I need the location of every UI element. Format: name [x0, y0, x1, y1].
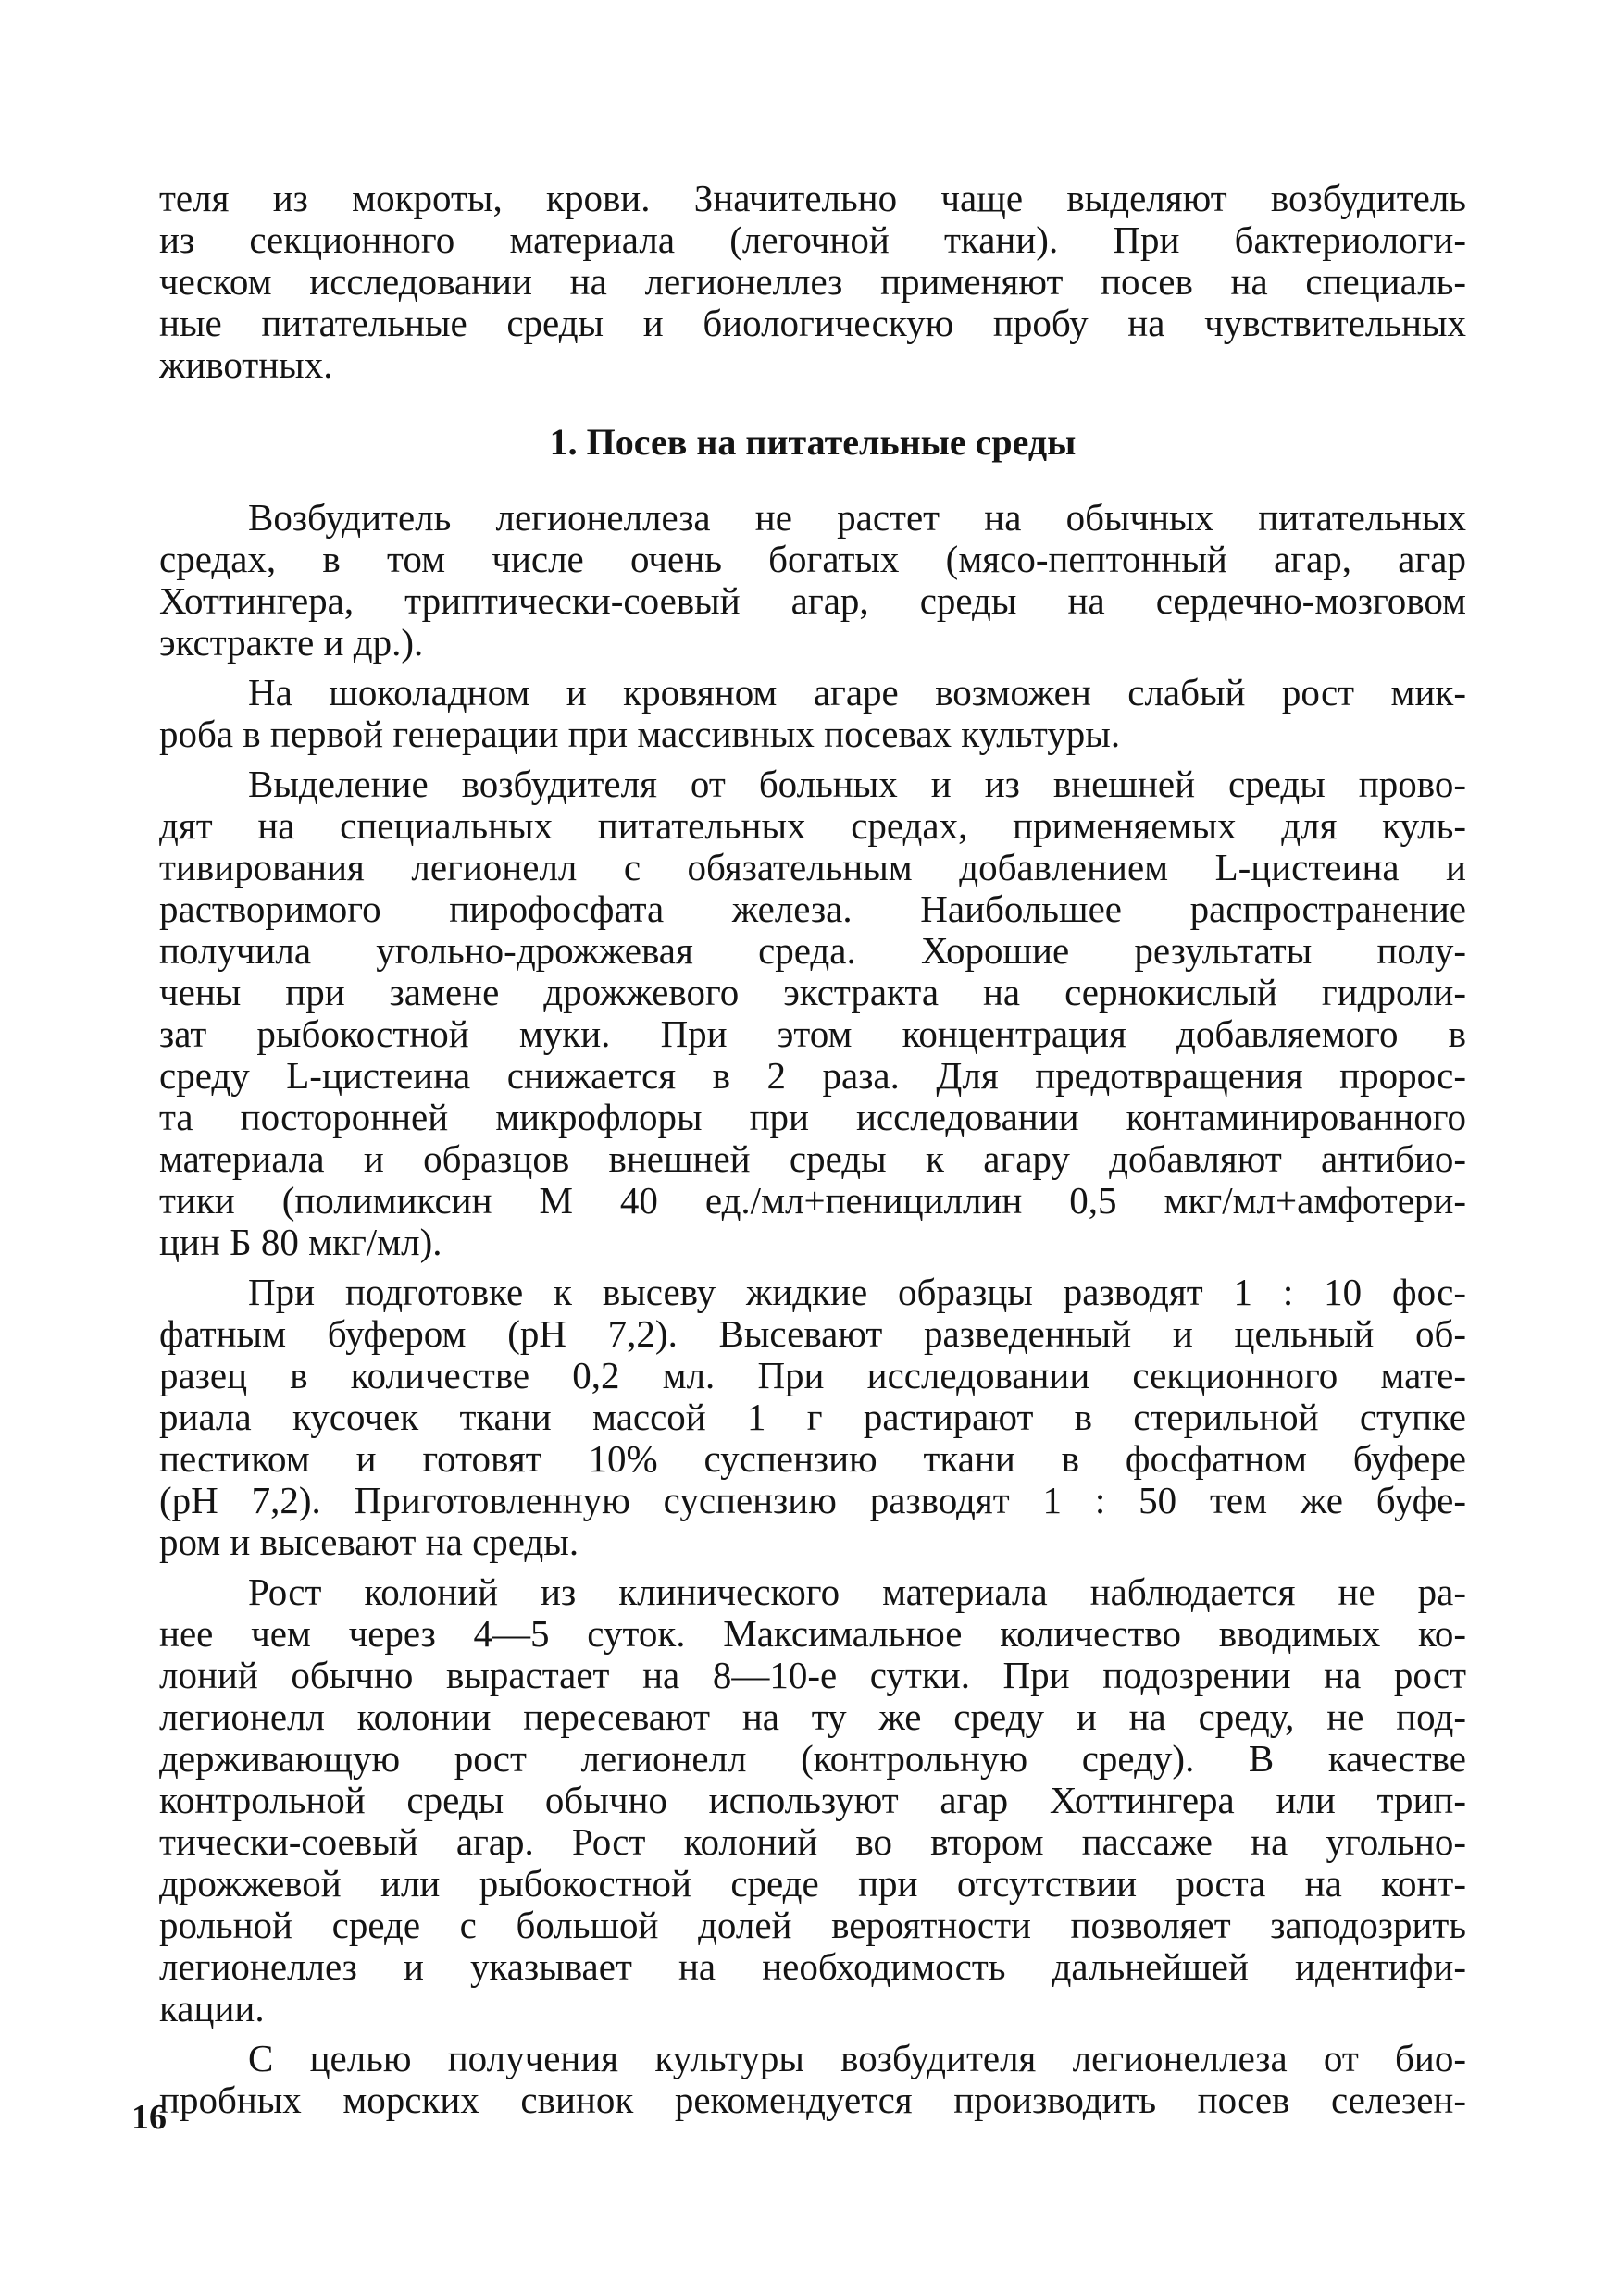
paragraph — [159, 2038, 1466, 2121]
text-line: цин Б 80 мкг/мл). — [159, 1222, 442, 1263]
text-line: Рост колоний из клинического материала наблюдается не ра- — [248, 1571, 1466, 1613]
text-line: кации. — [159, 1988, 265, 2029]
text-line: тики (полимиксин М 40 ед./мл+пенициллин 0,5 мкг/мл+амфотери- — [159, 1180, 1466, 1222]
text-line: зат рыбокостной муки. При этом концентрация добавляемого в — [159, 1013, 1466, 1055]
section-heading: 1. Посев на питательные среды — [549, 421, 1077, 463]
paragraph — [159, 497, 1466, 664]
text-line: экстракте и др.). — [159, 622, 424, 664]
text-line: риала кусочек ткани массой 1 г растирают в стерильной ступке — [159, 1396, 1466, 1438]
text-line: Возбудитель легионеллеза не растет на обычных питательных — [248, 497, 1466, 539]
text-line: рольной среде с большой долей вероятности позволяет заподозрить — [159, 1905, 1466, 1946]
text-line: растворимого пирофосфата железа. Наибольшее распространение — [159, 888, 1466, 930]
text-line: теля из мокроты, крови. Значительно чаще выделяют возбудитель — [159, 178, 1466, 219]
text-line: нее чем через 4—5 суток. Максимальное количество вводимых ко- — [159, 1613, 1466, 1655]
text-line: С целью получения культуры возбудителя легионеллеза от био- — [248, 2038, 1466, 2079]
text-line: разец в количестве 0,2 мл. При исследовании секционного мате- — [159, 1355, 1466, 1396]
text-line: Выделение возбудителя от больных и из внешней среды прово- — [248, 763, 1466, 805]
text-line: (pH 7,2). Приготовленную суспензию разводят 1 : 50 тем же буфе- — [159, 1480, 1466, 1521]
text-line: роба в первой генерации при массивных посевах культуры. — [159, 714, 1121, 755]
text-line: дят на специальных питательных средах, применяемых для куль- — [159, 805, 1466, 847]
text-line: чены при замене дрожжевого экстракта на сернокислый гидроли- — [159, 972, 1466, 1013]
text-line: животных. — [159, 344, 333, 386]
paragraph — [159, 763, 1466, 1263]
page-number: 16 — [131, 2098, 167, 2137]
paragraph — [159, 1272, 1466, 1563]
text-line: легионелл колонии пересевают на ту же среду и на среду, не под- — [159, 1696, 1466, 1738]
text-line: Хоттингера, триптически-соевый агар, среды на сердечно-мозговом — [159, 580, 1466, 622]
text-line: легионеллез и указывает на необходимость дальнейшей идентифи- — [159, 1946, 1466, 1988]
text-line: При подготовке к высеву жидкие образцы разводят 1 : 10 фос- — [248, 1272, 1466, 1313]
text-line: ческом исследовании на легионеллез применяют посев на специаль- — [159, 261, 1466, 303]
text-line: материала и образцов внешней среды к агару добавляют антибио- — [159, 1138, 1466, 1180]
page-text — [159, 178, 1466, 2121]
paragraph — [159, 672, 1466, 755]
text-line: та посторонней микрофлоры при исследовании контаминированного — [159, 1097, 1466, 1138]
paragraph — [159, 1571, 1466, 2029]
text-line: тически-соевый агар. Рост колоний во втором пассаже на угольно- — [159, 1821, 1466, 1863]
text-line: контрольной среды обычно используют агар Хоттингера или трип- — [159, 1780, 1466, 1821]
text-line: держивающую рост легионелл (контрольную среду). В качестве — [159, 1738, 1466, 1780]
text-line: средах, в том числе очень богатых (мясо-пептонный агар, агар — [159, 539, 1466, 580]
text-line: получила угольно-дрожжевая среда. Хорошие результаты полу- — [159, 930, 1466, 972]
intro-paragraph — [159, 178, 1466, 386]
text-line: пестиком и готовят 10% суспензию ткани в фосфатном буфере — [159, 1438, 1466, 1480]
text-line: ные питательные среды и биологическую пробу на чувствительных — [159, 303, 1466, 344]
text-line: дрожжевой или рыбокостной среде при отсутствии роста на конт- — [159, 1863, 1466, 1905]
text-line: из секционного материала (легочной ткани). При бактериологи- — [159, 219, 1466, 261]
text-line: лоний обычно вырастает на 8—10-е сутки. При подозрении на рост — [159, 1655, 1466, 1696]
text-line: тивирования легионелл с обязательным добавлением L-цистеина и — [159, 847, 1466, 888]
text-line: пробных морских свинок рекомендуется производить посев селезен- — [159, 2079, 1466, 2121]
text-line: фатным буфером (pH 7,2). Высевают разведенный и цельный об- — [159, 1313, 1466, 1355]
text-line: ром и высевают на среды. — [159, 1521, 579, 1563]
text-line: среду L-цистеина снижается в 2 раза. Для предотвращения пророс- — [159, 1055, 1466, 1097]
text-line: На шоколадном и кровяном агаре возможен слабый рост мик- — [248, 672, 1466, 714]
